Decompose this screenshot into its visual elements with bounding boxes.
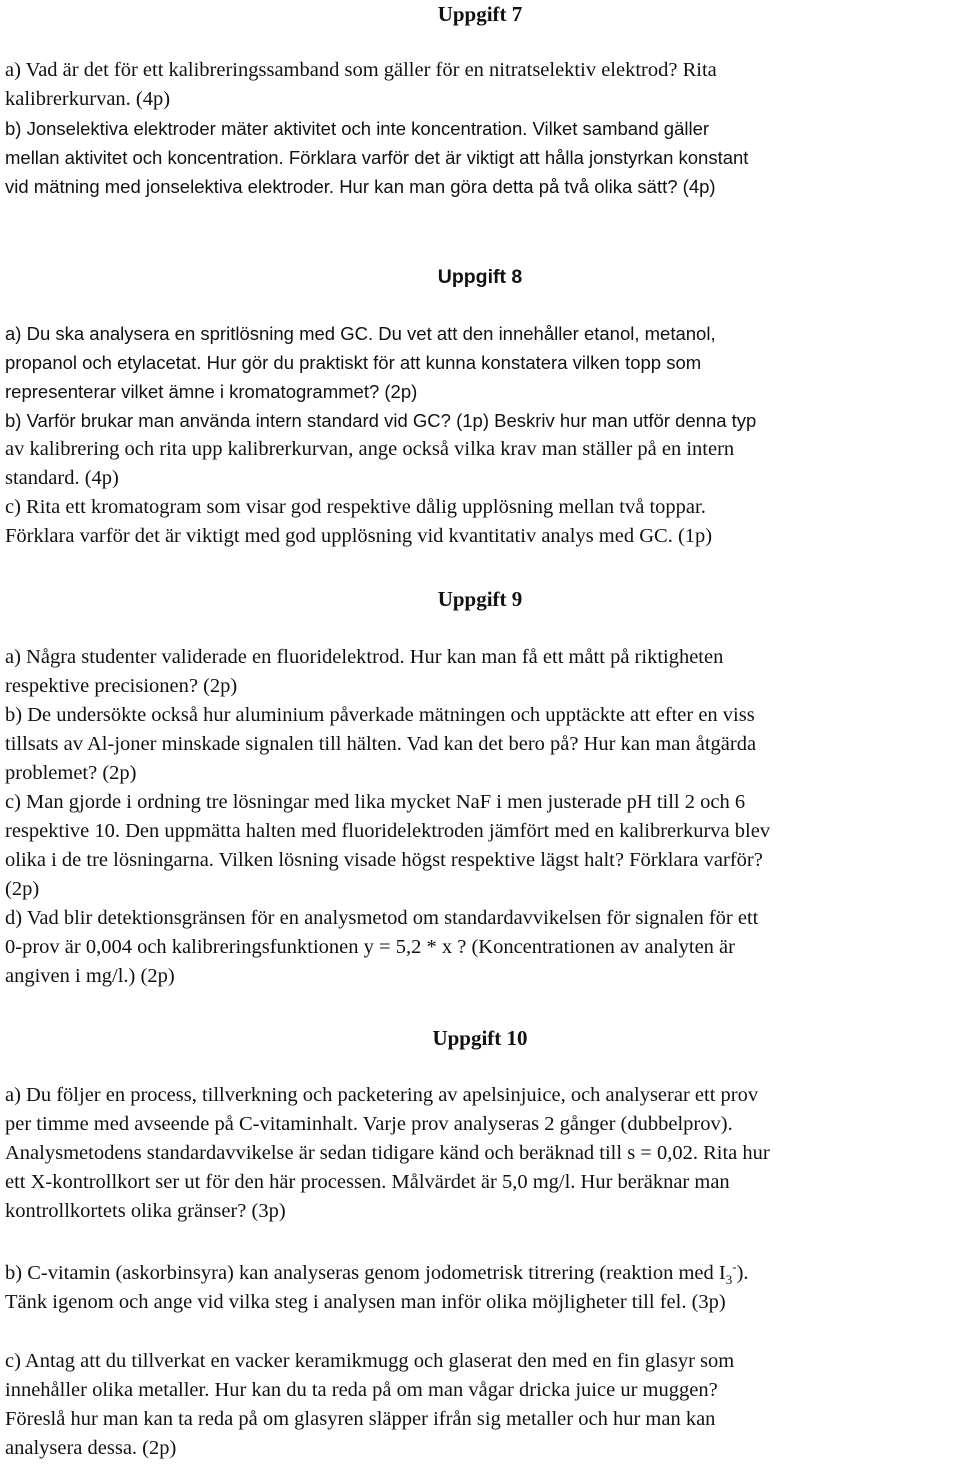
uppgift-10-part-b (5, 1259, 955, 1317)
text-line: kontrollkortets olika gränser? (3p) (5, 1200, 286, 1222)
text-line: Föreslå hur man kan ta reda på om glasyren släpper ifrån sig metaller och hur man kan (5, 1408, 716, 1430)
uppgift-7-body (5, 56, 955, 201)
text-line: b) De undersökte också hur aluminium påverkade mätningen och upptäckte att efter en viss (5, 704, 755, 726)
text-line: mellan aktivitet och koncentration. Förklara varför det är viktigt att hålla jonstyrkan konstant (5, 147, 749, 168)
uppgift-9-body (5, 643, 955, 991)
text-fragment: ). (736, 1262, 749, 1284)
text-line: respektive 10. Den uppmätta halten med fluoridelektroden jämfört med en kalibrerkurva blev (5, 820, 771, 842)
text-line: tillsats av Al-joner minskade signalen till hälten. Vad kan det bero på? Hur kan man åtgärda (5, 733, 757, 755)
text-line: a) Du följer en process, tillverkning och packetering av apelsinjuice, och analyserar ett prov (5, 1084, 759, 1106)
text-line: propanol och etylacetat. Hur gör du praktiskt för att kunna konstatera vilken topp som (5, 352, 702, 373)
heading-uppgift-9: Uppgift 9 (437, 587, 523, 611)
text-line: b) Jonselektiva elektroder mäter aktivitet och inte koncentration. Vilket samband gäller (5, 118, 710, 139)
uppgift-10-part-c (5, 1347, 955, 1463)
text-line: Förklara varför det är viktigt med god upplösning vid kvantitativ analys med GC. (1p) (5, 525, 713, 547)
text-line: ett X-kontrollkort ser ut för den här processen. Målvärdet är 5,0 mg/l. Hur beräknar man (5, 1171, 730, 1193)
text-line: Tänk igenom och ange vid vilka steg i analysen man inför olika möjligheter till fel. (3p) (5, 1291, 726, 1313)
text-line: b) Varför brukar man använda intern standard vid GC? (1p) Beskriv hur man utför denna typ (5, 410, 757, 431)
heading-uppgift-10: Uppgift 10 (432, 1026, 528, 1050)
text-line: c) Man gjorde i ordning tre lösningar med lika mycket NaF i men justerade pH till 2 och 6 (5, 791, 746, 813)
text-line: av kalibrering och rita upp kalibrerkurvan, ange också vilka krav man ställer på en intern (5, 438, 735, 460)
section-uppgift-8 (5, 263, 955, 292)
text-line: representerar vilket ämne i kromatogrammet? (2p) (5, 381, 418, 402)
text-line: respektive precisionen? (2p) (5, 675, 238, 697)
text-line: angiven i mg/l.) (2p) (5, 965, 175, 987)
text-line: c) Antag att du tillverkat en vacker keramikmugg och glaserat den med en fin glasyr som (5, 1350, 735, 1372)
heading-uppgift-8: Uppgift 8 (437, 266, 523, 288)
text-line: innehåller olika metaller. Hur kan du ta reda på om man vågar dricka juice ur muggen? (5, 1379, 718, 1401)
text-line: vid mätning med jonselektiva elektroder. Hur kan man göra detta på två olika sätt? (4p) (5, 176, 716, 197)
subscript: 3 (725, 1272, 733, 1288)
text-line: (2p) (5, 878, 40, 900)
text-line: a) Vad är det för ett kalibreringssamband som gäller för en nitratselektiv elektrod? Rita (5, 59, 717, 81)
text-line: 0-prov är 0,004 och kalibreringsfunktionen y = 5,2 * x ? (Koncentrationen av analyten är (5, 936, 735, 958)
heading-uppgift-7: Uppgift 7 (437, 2, 523, 26)
section-uppgift-7 (5, 0, 955, 29)
text-line: c) Rita ett kromatogram som visar god respektive dålig upplösning mellan två toppar. (5, 496, 706, 518)
text-line: a) Du ska analysera en spritlösning med GC. Du vet att den innehåller etanol, metanol, (5, 323, 716, 344)
text-fragment: b) C-vitamin (askorbinsyra) kan analyseras genom jodometrisk titrering (reaktion med I (5, 1262, 726, 1284)
text-line-with-formula (5, 1259, 955, 1288)
text-line: kalibrerkurvan. (4p) (5, 88, 171, 110)
uppgift-10-part-a (5, 1081, 955, 1226)
section-uppgift-9 (5, 585, 955, 614)
text-line: d) Vad blir detektionsgränsen för en analysmetod om standardavvikelsen för signalen för ett (5, 907, 759, 929)
text-line: a) Några studenter validerade en fluoridelektrod. Hur kan man få ett mått på riktigheten (5, 646, 724, 668)
text-line: standard. (4p) (5, 467, 119, 489)
section-uppgift-10 (5, 1024, 955, 1053)
uppgift-8-body (5, 319, 955, 551)
superscript: - (732, 1259, 737, 1275)
text-line: olika i de tre lösningarna. Vilken lösning visade högst respektive lägst halt? Förklara varför? (5, 849, 763, 871)
text-line: Analysmetodens standardavvikelse är sedan tidigare känd och beräknad till s = 0,02. Rita hur (5, 1142, 770, 1164)
text-line: per timme med avseende på C-vitaminhalt. Varje prov analyseras 2 gånger (dubbelprov). (5, 1113, 733, 1135)
text-line: analysera dessa. (2p) (5, 1437, 177, 1459)
text-line: problemet? (2p) (5, 762, 137, 784)
